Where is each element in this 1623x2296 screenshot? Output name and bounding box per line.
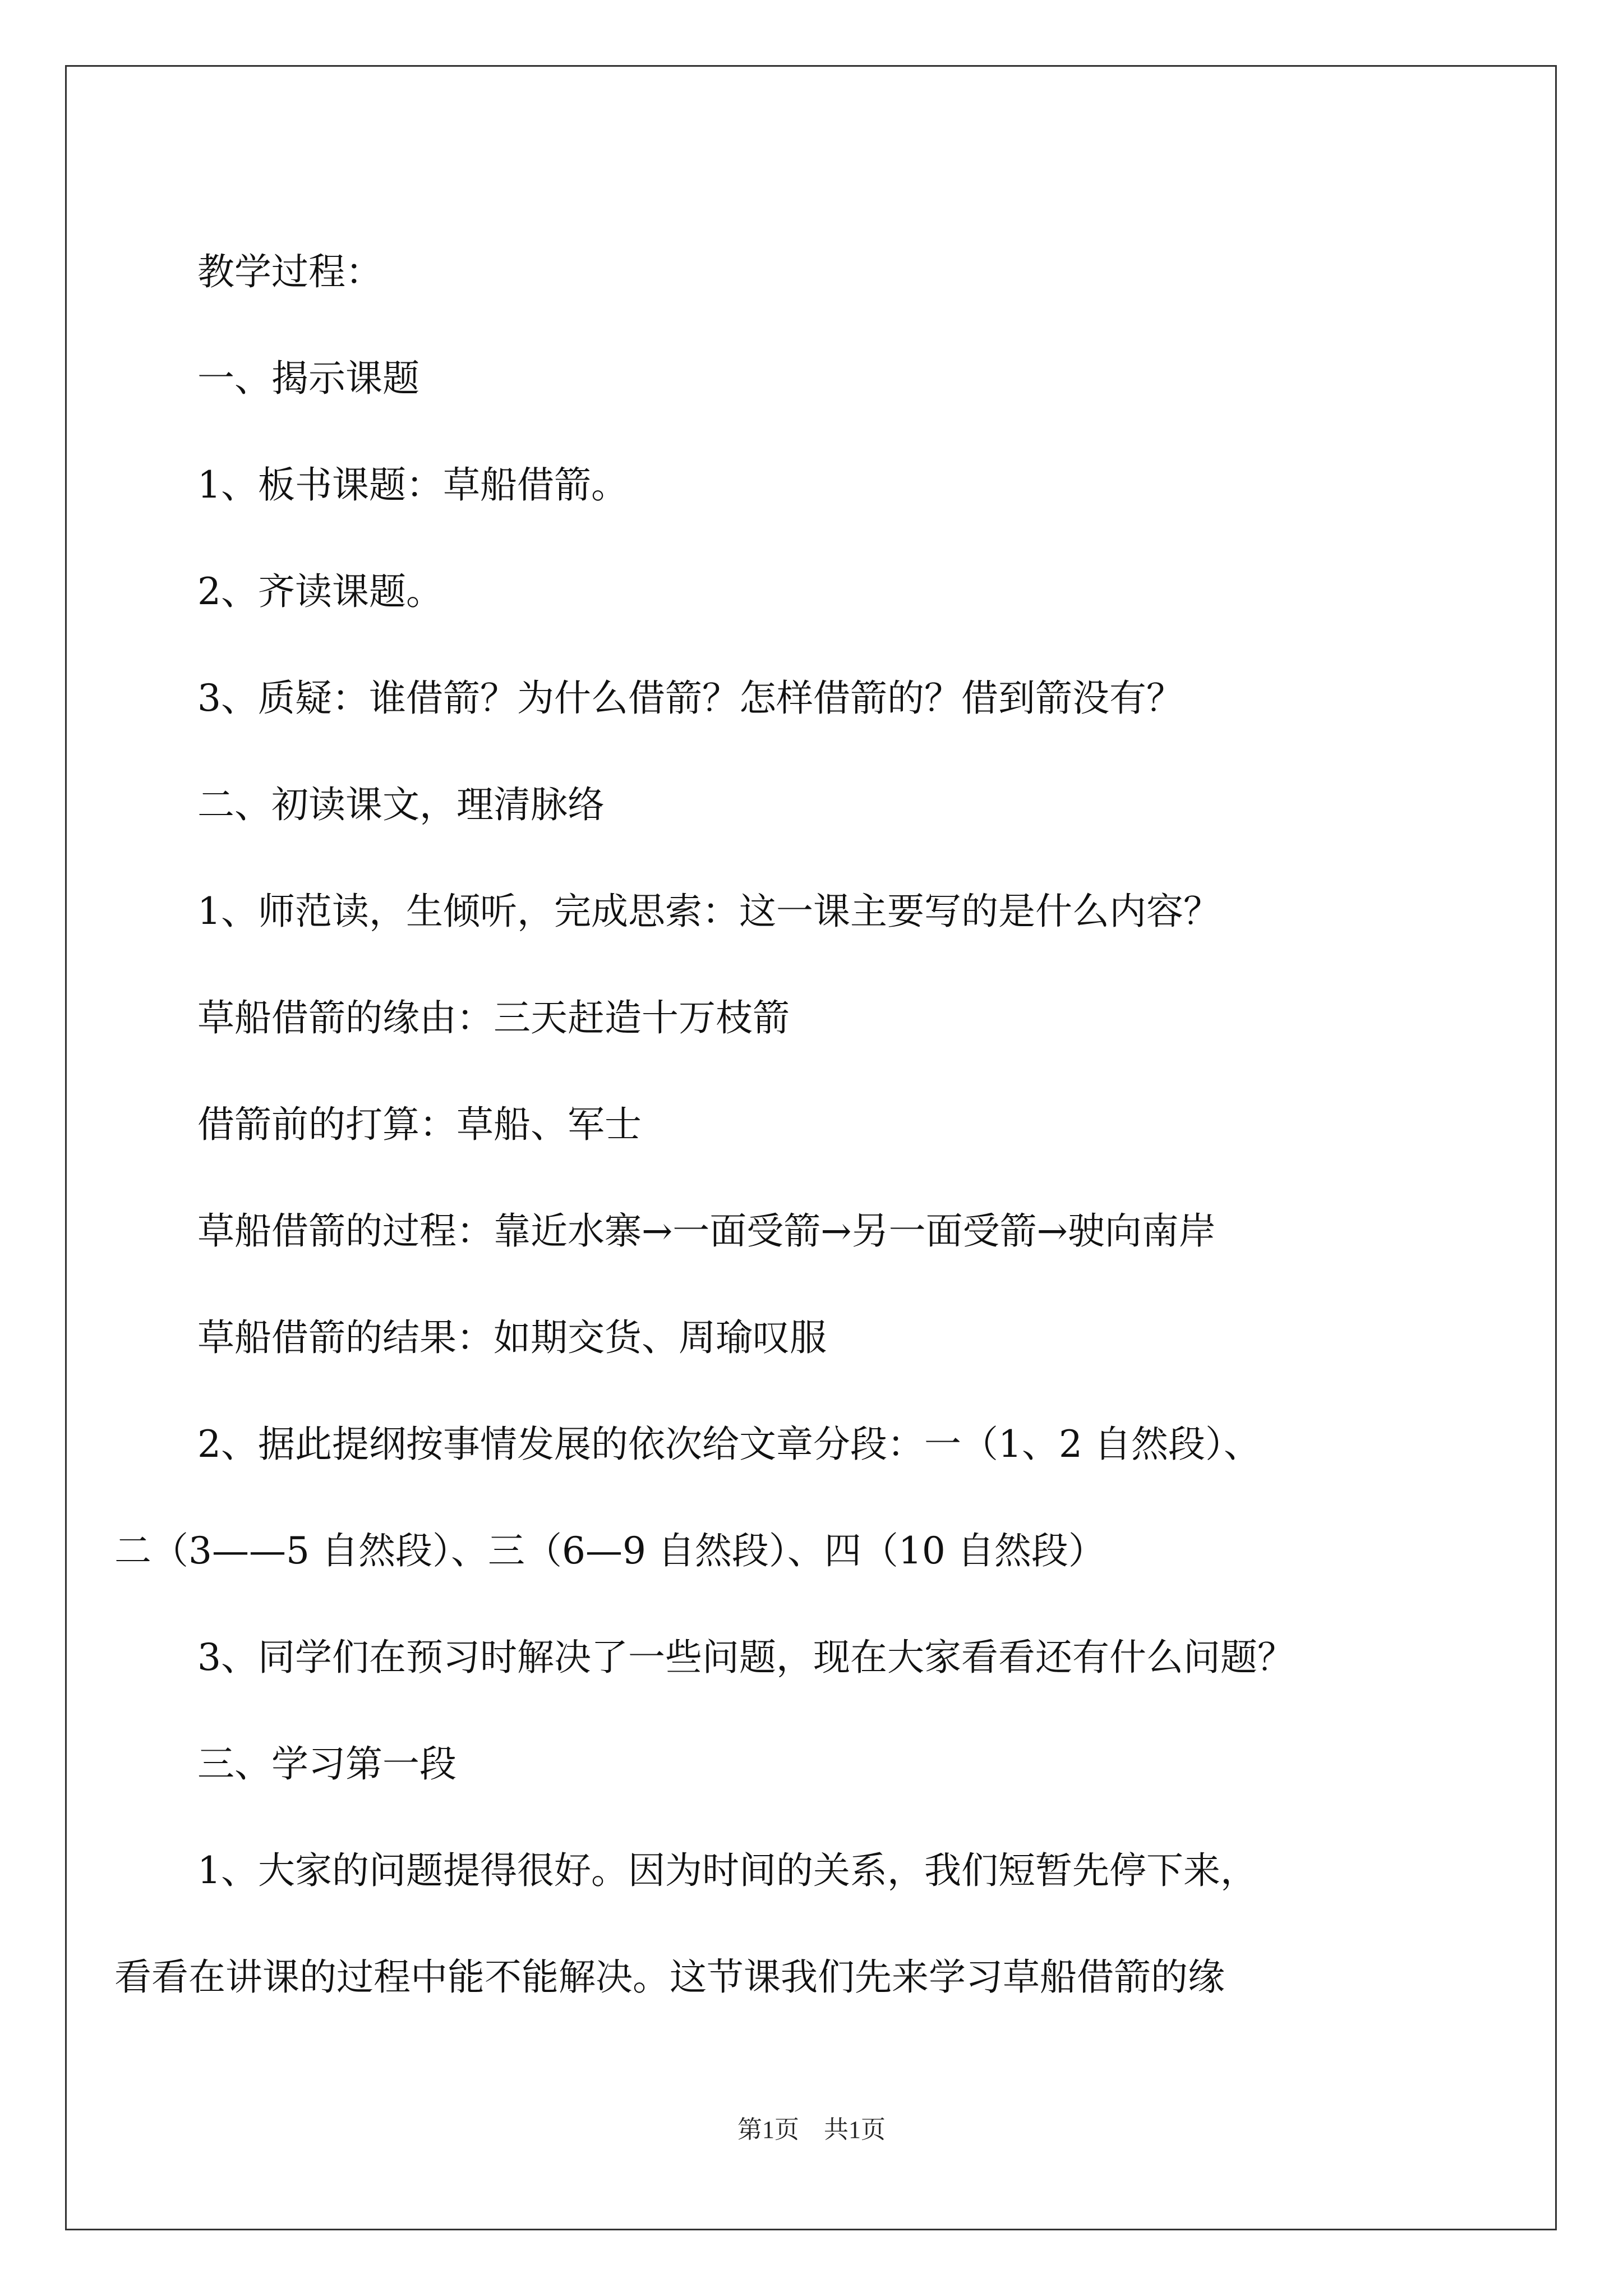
paragraph-14: 三、学习第一段 [197,1742,457,1786]
paragraph-10: 草船借箭的过程：靠近水寨→一面受箭→另一面受箭→驶向南岸 [197,1209,1216,1253]
paragraph-9: 借箭前的打算：草船、军士 [197,1103,642,1146]
paragraph-4: 2、齐读课题。 [197,570,443,613]
paragraph-11: 草船借箭的结果：如期交货、周瑜叹服 [197,1316,827,1359]
page-footer: 第1页 共1页 [737,2116,886,2143]
paragraph-12: 2、据此提纲按事情发展的依次给文章分段：一（1、2 自然段）、 [197,1423,1261,1466]
document-body [114,219,1442,2031]
paragraph-13: 3、同学们在预习时解决了一些问题，现在大家看看还有什么问题？ [197,1636,1294,1679]
paragraph-15: 1、大家的问题提得很好。因为时间的关系，我们短暂先停下来， [197,1849,1257,1892]
paragraph-8: 草船借箭的缘由：三天赶造十万枝箭 [197,996,790,1039]
paragraph-7: 1、师范读，生倾听，完成思索：这一课主要写的是什么内容？ [197,890,1220,933]
paragraph-15-continued: 看看在讲课的过程中能不能解决。这节课我们先来学习草船借箭的缘 [114,1955,1225,1999]
paragraph-12-continued: 二（3——5 自然段）、三（6—9 自然段）、四（10 自然段） [114,1529,1105,1572]
paragraph-1: 教学过程： [197,250,382,293]
paragraph-2: 一、揭示课题 [197,357,419,400]
paragraph-3: 1、板书课题：草船借箭。 [197,463,628,507]
paragraph-6: 二、初读课文，理清脉络 [197,783,605,826]
paragraph-5: 3、质疑：谁借箭？为什么借箭？怎样借箭的？借到箭没有？ [197,677,1183,720]
